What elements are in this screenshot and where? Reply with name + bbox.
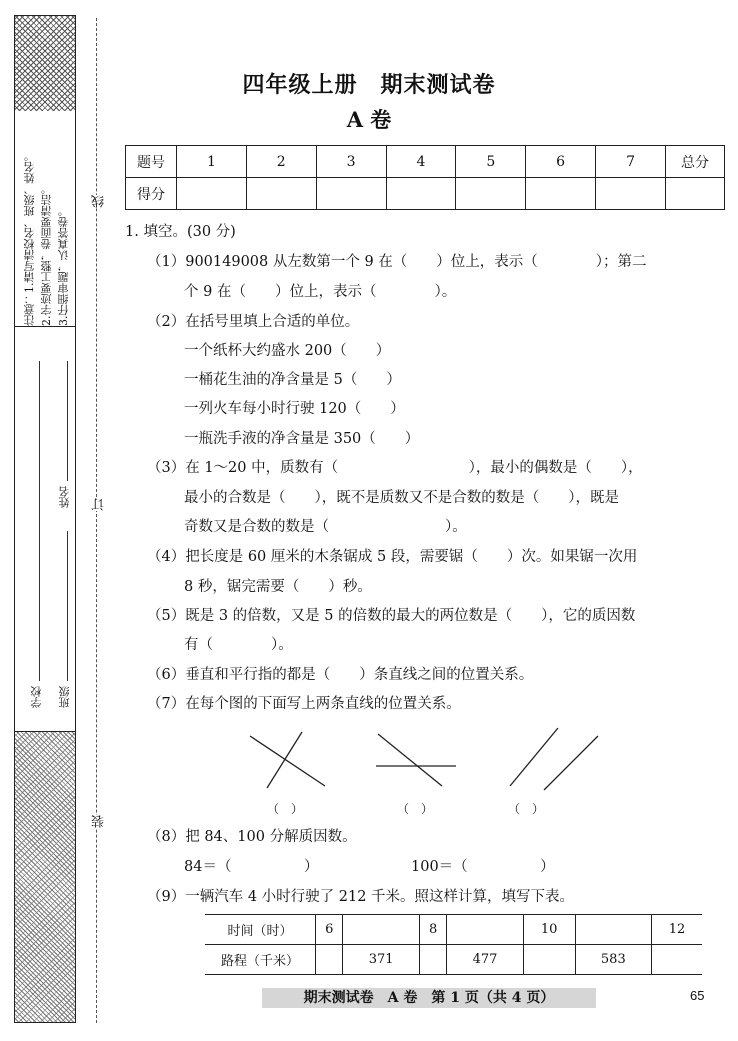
score-cell: 总分 [666, 146, 725, 178]
question-line: （8）把 84、100 分解质因数。 [147, 829, 357, 845]
notice-line-1: 注意：1.请写清校名、班级、姓名。 [23, 150, 36, 326]
question-line: （2）在括号里填上合适的单位。 [147, 314, 360, 330]
binding-dashed-line [96, 18, 97, 1023]
sidebar-divider [15, 326, 75, 327]
score-input-cell[interactable] [246, 178, 316, 210]
notice-line-3: 3.仔细审题，认真答卷。 [57, 205, 70, 326]
score-cell: 2 [246, 146, 316, 178]
question-line: （6）垂直和平行指的都是（ ）条直线之间的位置关系。 [147, 667, 534, 683]
class-field-line [67, 531, 68, 681]
question-line: 一瓶洗手液的净含量是 350（ ） [184, 431, 420, 447]
time-row [205, 915, 702, 945]
time-distance-table [205, 914, 702, 975]
figure-parallel-lines [500, 722, 605, 792]
table-cell: 10 [523, 915, 575, 945]
figure-answer-blank[interactable]: （ ） [508, 802, 545, 816]
table-cell[interactable] [447, 915, 523, 945]
score-cell: 题号 [126, 146, 177, 178]
question-line: 84＝（ ） [184, 859, 319, 875]
score-cell: 4 [386, 146, 456, 178]
table-cell: 583 [575, 945, 651, 975]
table-cell: 6 [316, 915, 343, 945]
figure-answer-blank[interactable]: （ ） [397, 802, 434, 816]
question-line: （3）在 1～20 中，质数有（ ），最小的偶数是（ ）， [147, 460, 643, 476]
question-line: 个 9 在（ ）位上，表示（ ）。 [184, 284, 457, 300]
cut-mark-zhuang: 装 [92, 815, 107, 828]
table-cell: 路程（千米） [205, 945, 316, 975]
table-cell: 371 [343, 945, 419, 975]
score-cell: 7 [596, 146, 666, 178]
table-cell: 8 [419, 915, 446, 945]
score-input-cell[interactable] [177, 178, 247, 210]
table-cell[interactable] [652, 945, 702, 975]
table-cell[interactable] [343, 915, 419, 945]
binding-sidebar [14, 15, 76, 1023]
school-field-line [39, 361, 40, 681]
question-line: （9）一辆汽车 4 小时行驶了 212 千米。照这样计算，填写下表。 [147, 889, 575, 905]
score-table [125, 145, 725, 210]
figure-intersecting-lines [245, 728, 335, 790]
score-input-cell[interactable] [386, 178, 456, 210]
question-line: 8 秒，锯完需要（ ）秒。 [184, 579, 372, 595]
distance-row [205, 945, 702, 975]
table-cell[interactable] [523, 945, 575, 975]
table-cell[interactable] [419, 945, 446, 975]
question-line: （5）既是 3 的倍数，又是 5 的倍数的最大的两位数是（ ），它的质因数 [147, 608, 636, 624]
score-cell: 5 [456, 146, 526, 178]
question-line: 最小的合数是（ ），既不是质数又不是合数的数是（ ），既是 [184, 490, 619, 506]
notice-line-2: 2.字迹要工整，卷面要清洁。 [40, 183, 53, 326]
score-header-row [126, 146, 725, 178]
question-line: （1）900149008 从左数第一个 9 在（ ）位上，表示（ ）；第二 [147, 254, 647, 270]
score-cell: 1 [177, 146, 247, 178]
question-line: 一桶花生油的净含量是 5（ ） [184, 372, 401, 388]
page-subtitle: A 卷 [346, 107, 392, 132]
figure-answer-blank[interactable]: （ ） [267, 802, 304, 816]
question-line: 奇数又是合数的数是（ ）。 [184, 519, 467, 535]
score-cell: 3 [316, 146, 386, 178]
table-cell: 477 [447, 945, 523, 975]
table-cell[interactable] [575, 915, 651, 945]
question-line: 一列火车每小时行驶 120（ ） [184, 401, 405, 417]
question-line: 有（ ）。 [184, 637, 293, 653]
page-title: 四年级上册 期末测试卷 [242, 72, 496, 98]
section-heading: 1. 填空。(30 分) [125, 224, 236, 240]
class-label: 班级 [58, 686, 71, 708]
page-number: 65 [690, 988, 705, 1003]
score-value-row [126, 178, 725, 210]
question-line: 100＝（ ） [411, 859, 555, 875]
question-line: 一个纸杯大约盛水 200（ ） [184, 343, 391, 359]
name-label: 姓名 [58, 486, 71, 508]
school-label: 学校 [30, 686, 43, 708]
score-input-cell[interactable] [666, 178, 725, 210]
score-row-label: 得分 [126, 178, 177, 210]
cut-mark-ding: 订 [92, 498, 107, 511]
score-input-cell[interactable] [316, 178, 386, 210]
name-field-line [67, 361, 68, 481]
table-cell: 时间（时） [205, 915, 316, 945]
figure-intersecting-horizontal [372, 728, 462, 790]
score-input-cell[interactable] [526, 178, 596, 210]
score-cell: 6 [526, 146, 596, 178]
score-input-cell[interactable] [456, 178, 526, 210]
cut-mark-xian: 线 [92, 195, 107, 208]
score-input-cell[interactable] [596, 178, 666, 210]
table-cell[interactable] [316, 945, 343, 975]
table-cell: 12 [652, 915, 702, 945]
question-line: （4）把长度是 60 厘米的木条锯成 5 段，需要锯（ ）次。如果锯一次用 [147, 549, 638, 565]
footer-label: 期末测试卷 A 卷 第 1 页（共 4 页） [262, 988, 596, 1008]
hatch-pattern-bottom [15, 732, 75, 1022]
question-line: （7）在每个图的下面写上两条直线的位置关系。 [147, 696, 461, 712]
